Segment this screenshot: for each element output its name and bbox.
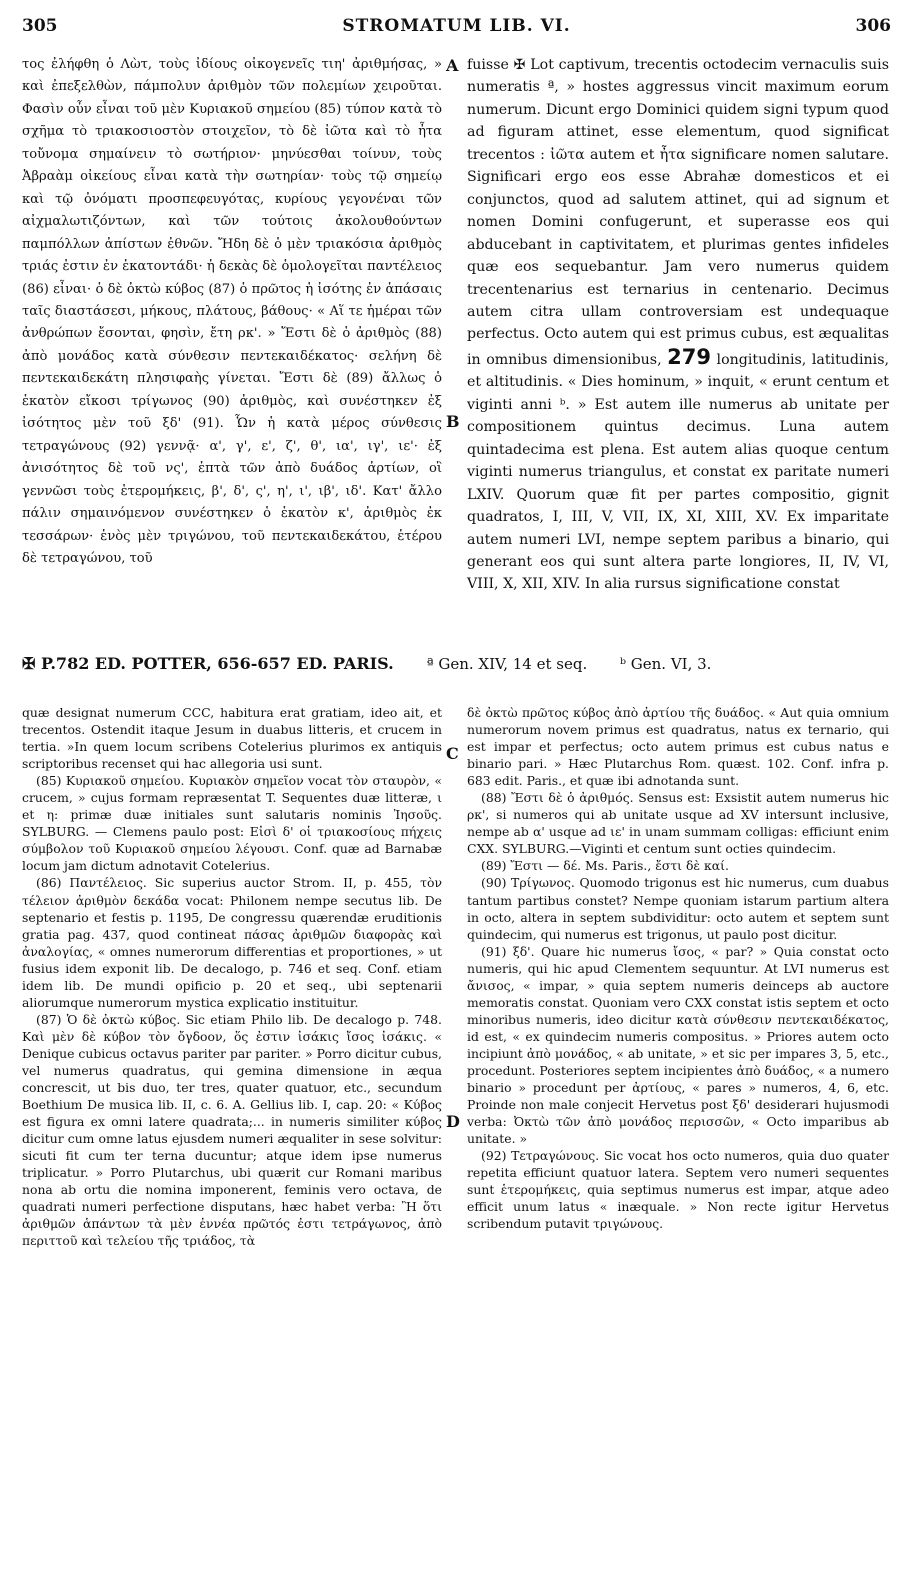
edition-reference: ✠ P.782 ED. POTTER, 656-657 ED. PARIS.	[22, 654, 394, 673]
greek-text-column	[22, 54, 442, 570]
note-paragraph: (91) ξδ'. Quare hic numerus ἴσος, « par? » Quia constat octo numeris, qui hic apud Clementem sequuntur. At LVI numerus est ἄνισος, « impar, » quia septem numeris deinceps ab auctore memoratis constat. Quoniam vero CXX constat istis septem et octo minoribus numeris, ideo dicitur κατὰ σύνθεσιν πεντεκαιδέκατος, id est, « ex quindecim numeris compositus. » Priores autem octo incipiunt ἀπὸ μονάδος, « ab unitate, » et sic per impares 3, 5, etc., procedunt. Posteriores septem incipientes ἀπὸ δυάδος, « a numero binario » procedunt per ἀρτίους, « pares » numeros, 4, 6, etc. Proinde non male conjecit Hervetus post ξδ' desiderari hujusmodi verba: Ὀκτὼ τῶν ἀπὸ μονάδος περισσῶν, « Octo imparibus ab unitate. »	[467, 943, 889, 1147]
note-paragraph: δὲ ὀκτὼ πρῶτος κύβος ἀπὸ ἀρτίου τῆς δυάδος. « Aut quia omnium numerorum novem primus est quadratus, natus ex ternario, qui est impar et perfectus; octo autem primus est cubus natus e binario pari. » Hæc Plutarchus Rom. quæst. 102. Conf. infra p. 683 edit. Paris., et quæ ibi adnotanda sunt.	[467, 705, 889, 789]
edition-reference-line	[22, 654, 889, 673]
margin-letter-c: C	[446, 744, 459, 763]
note-paragraph: (90) Τρίγωνος. Quomodo trigonus est hic numerus, cum duabus tantum partibus constet? Nempe quoniam istarum partium altera in octo, altera in septem subdividitur: octo autem et septem sunt quindecim, qui numerus est trigonus, ut paulo post dicitur.	[467, 875, 889, 942]
margin-letter-b: B	[446, 412, 460, 431]
latin-text-part-b: longitudinis, latitudinis, et altitudinis. « Dies hominum, » inquit, « erunt centum et viginti anni ᵇ. » Est autem ille numerus ab unitate per compositionem quintus decimus. Luna autem quintadecima est plena. Est autem alias quoque centum viginti numerus triangulus, et constat ex paritate numeri LXIV. Quorum quæ fit per partes compositio, gignit quadratos, I, III, V, VII, IX, XI, XIII, XV. Ex imparitate autem numeri LVI, nempe septem paribus a binario, qui generant eos qui sunt altera parte longiores, II, IV, VI, VIII, X, XII, XIV. In alia rursus significatione constat	[467, 351, 889, 593]
latin-text-part-a: fuisse ✠ Lot captivum, trecentis octodecim vernaculis suis numeratis ª, » hostes aggressus vincit maximum eorum numerum. Dicunt ergo Dominici quidem signi typum quod ad figuram attinet, esse elementum, quod significat trecentos : ἰῶτα autem et ἦτα significare nomen salutare. Significari ergo eos esse Abrahæ domesticos et ei conjunctos, quod ad salutem attinet, qui ad signum et nomen Domini confugerunt, et superasse eos qui abducebant in captivitatem, et plurimas gentes infideles quæ eos sequebantur. Jam vero numerus quidem trecentenarius est ternarius in centenario. Decimus autem citra ullam controversiam est undequaque perfectus. Octo autem qui est primus cubus, est æqualitas in omnibus dimensionibus,	[467, 57, 889, 368]
footnote-b: ᵇ Gen. VI, 3.	[620, 655, 712, 673]
greek-text: τος ἐλήφθη ὁ Λὼτ, τοὺς ἰδίους οἰκογενεῖς τιη' ἀριθμήσας, » καὶ ἐπεξελθὼν, πάμπολυν ἀριθμὸν τῶν πολεμίων χειροῦται. Φασὶν οὖν εἶναι τοῦ μὲν Κυριακοῦ σημείου (85) τύπον κατὰ τὸ σχῆμα τὸ τριακοσιοστὸν στοιχεῖον, τὸ δὲ ἰῶτα καὶ τὸ ἦτα τοὔνομα σημαίνειν τὸ σωτήριον· μηνύεσθαι τοίνυν, τοὺς Ἀβραὰμ οἰκείους εἶναι κατὰ τὴν σωτηρίαν· τοὺς τῷ σημείῳ καὶ τῷ ὀνόματι προσπεφευγότας, κυρίους γεγονέναι τῶν αἰχμαλωτιζόντων, καὶ τῶν τούτοις ἀκολουθούντων παμπόλλων ἀπίστων ἐθνῶν. Ἤδη δὲ ὁ μὲν τριακόσια ἀριθμὸς τριάς ἐστιν ἐν ἑκατοντάδι· ἡ δεκὰς δὲ ὁμολογεῖται παντέλειος (86) εἶναι· ὁ δὲ ὀκτὼ κύβος (87) ὁ πρῶτος ἡ ἰσότης ἐν ἁπάσαις ταῖς διαστάσεσι, μήκους, πλάτους, βάθους· « Αἵ τε ἡμέραι τῶν ἀνθρώπων ἔσονται, φησὶν, ἔτη ρκ'. » Ἔστι δὲ ὁ ἀριθμὸς (88) ἀπὸ μονάδος κατὰ σύνθεσιν πεντεκαιδέκατος· σελήνη δὲ πεντεκαιδεκάτη πλησιφαὴς γίνεται. Ἔστι δὲ (89) ἄλλως ὁ ἑκατὸν εἴκοσι τρίγωνος (90) ἀριθμὸς, καὶ συνέστηκεν ἐξ ἰσότητος μὲν τοῦ ξδ' (91). Ὧν ἡ κατὰ μέρος σύνθεσις τετραγώνους (92) γεννᾷ· α', γ', ε', ζ', θ', ια', ιγ', ιε'· ἐξ ἀνισότητος δὲ τοῦ νς', ἑπτὰ τῶν ἀπὸ δυάδος ἀρτίων, οἳ γεννῶσι τοὺς ἑτερομήκεις, β', δ', ς', η', ι', ιβ', ιδ'. Κατ' ἄλλο πάλιν σημαινόμενον συνέστηκεν ὁ ἑκατὸν κ', ἀριθμὸς ἐκ τεσσάρων· ἑνὸς μὲν τριγώνου, τοῦ πεντεκαιδεκάτου, ἑτέρου δὲ τετραγώνου, τοῦ	[22, 57, 442, 566]
notes-right-column	[467, 704, 889, 1232]
page-number-left: 305	[22, 16, 58, 36]
running-header	[22, 16, 891, 46]
margin-letter-d: D	[446, 1112, 460, 1131]
note-paragraph: (86) Παντέλειος. Sic superius auctor Strom. II, p. 455, τὸν τέλειον ἀριθμὸν δεκάδα vocat: Philonem nempe secutus lib. De septenario et festis p. 1195, De congressu quærendæ eruditionis gratia pag. 437, quod contineat πάσας ἀριθμῶν διαφορὰς καὶ ἀναλογίας, « omnes numerorum differentias et proportiones, » ut fusius idem exponit lib. De decalogo, p. 746 et seq. Conf. etiam idem lib. De mundi opificio p. 20 et seq., ubi septenarii aliorumque numerorum mystica explicatio instituitur.	[22, 875, 442, 1010]
latin-text-column	[467, 54, 889, 596]
page-number-right: 306	[855, 16, 891, 36]
note-paragraph: (89) Ἔστι — δέ. Ms. Paris., ἔστι δὲ καί.	[481, 858, 729, 874]
running-title: STROMATUM LIB. VI.	[342, 16, 571, 36]
note-paragraph: quæ designat numerum CCC, habitura erat gratiam, ideo ait, et trecentos. Ostendit itaque Jesum in duabus litteris, et crucem in tertia. »In quem locum scribens Cotelerius plurimos ex antiquis scriptoribus recenset qui hac allegoria usi sunt.	[22, 705, 442, 772]
note-paragraph: (85) Κυριακοῦ σημείου. Κυριακὸν σημεῖον vocat τὸν σταυρὸν, « crucem, » cujus formam repræsentat T. Sequentes duæ litteræ, ι et η: primæ duæ initiales sunt salutaris nominis Ἰησοῦς. SYLBURG. — Clemens paulo post: Εἰσὶ δ' οἱ τριακοσίους πήχεις σύμβολον τοῦ Κυριακοῦ σημείου λέγουσι. Conf. quæ ad Barnabæ locum jam dictum adnotavit Cotelerius.	[22, 773, 442, 874]
latin-text	[467, 54, 889, 596]
note-paragraph: (88) Ἔστι δὲ ὁ ἀριθμός. Sensus est: Exsistit autem numerus hic ρκ', si numeros qui ab unitate usque ad XV intersunt inclusive, nempe ab α' usque ad ιε' in unam summam colligas: efficiunt enim CXX. SYLBURG.—Viginti et centum sunt octies quindecim.	[467, 790, 889, 857]
margin-letter-a: A	[446, 56, 459, 75]
edition-page-number: 279	[667, 344, 711, 369]
notes-left-column	[22, 704, 442, 1250]
note-paragraph: (87) Ὁ δὲ ὀκτὼ κύβος. Sic etiam Philo lib. De decalogo p. 748. Καὶ μὲν δὲ κύβον τὸν ὄγδοον, ὅς ἐστιν ἰσάκις ἴσος ἰσάκις. « Denique cubicus octavus pariter par pariter. » Porro dicitur cubus, vel numerus quadratus, qui gemina dimensione in æqua concrescit, ut bis duo, ter tres, quater quatuor, etc., secundum Boethium De musica lib. II, c. 6. A. Gellius lib. I, cap. 20: « Κύβος est figura ex omni latere quadrata;... in numeris similiter κύβος dicitur cum omne latus ejusdem numeri æqualiter in sese solvitur: sicuti fit cum ter terna ducuntur; atque idem ipse numerus triplicatur. » Porro Plutarchus, ubi quærit cur Romani maribus nona ab ortu die nomina imponerent, feminis vero octava, de quadrati numeri perfectione disputans, hæc habet verba: Ἢ ὅτι ἀριθμῶν ἁπάντων τὰ μὲν ἐννέα πρῶτός ἐστι τετράγωνος, ἀπὸ περιττοῦ καὶ τελείου τῆς τριάδος, τὰ	[22, 1011, 442, 1249]
note-paragraph: (92) Τετραγώνους. Sic vocat hos octo numeros, quia duo quater repetita efficiunt quatuor latera. Septem vero numeri sequentes sunt ἑτερομήκεις, quia septimus numerus est impar, atque adeo efficit unum latus « inæquale. » Non recte igitur Hervetus scribendum putavit τριγώνους.	[467, 1148, 889, 1232]
footnote-a: ª Gen. XIV, 14 et seq.	[426, 655, 588, 673]
